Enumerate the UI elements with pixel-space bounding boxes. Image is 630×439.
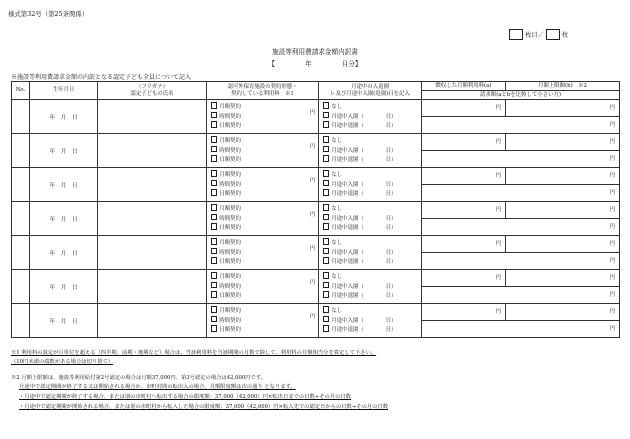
limit-yen-unit: 円 <box>609 173 615 179</box>
contract-yen-unit: 円 <box>309 110 315 116</box>
header-name-kana: （フリガナ） <box>135 83 169 90</box>
contract-option[interactable] <box>211 316 318 325</box>
contract-yen-unit: 円 <box>309 246 315 252</box>
header-entry-line1: 月途中の入退園 <box>351 83 389 90</box>
contract-yen-unit: 円 <box>309 144 315 150</box>
entry-option[interactable] <box>323 146 421 155</box>
contract-option-label: 日額契約 <box>219 123 241 130</box>
entry-option[interactable] <box>323 291 421 300</box>
row-number-cell[interactable] <box>12 202 30 236</box>
entry-option[interactable] <box>323 112 421 121</box>
contract-option[interactable] <box>211 238 318 247</box>
header-contract <box>207 82 319 100</box>
contract-yen-unit: 円 <box>309 212 315 218</box>
birth-date-cell[interactable] <box>30 100 98 134</box>
monthly-fee-cell[interactable] <box>422 134 506 151</box>
child-name-cell[interactable] <box>98 168 207 202</box>
entry-option[interactable] <box>323 102 421 111</box>
header-claim: 請求額(aとbを比較して小さい方) <box>422 91 620 100</box>
contract-option[interactable] <box>211 112 318 121</box>
checkbox[interactable] <box>211 272 217 278</box>
day-suffix: 日） <box>385 327 397 334</box>
entry-option-label: なし <box>331 206 343 213</box>
entry-exit-cell <box>319 304 422 338</box>
header-fee: 徴収した月額利用料(a) <box>422 82 506 91</box>
fee-yen-unit: 円 <box>495 139 501 145</box>
row-number-cell[interactable] <box>12 304 30 338</box>
row-number-cell[interactable] <box>12 100 30 134</box>
footnote-2: ※2 月額上限額は、施設等利用給付第2号認定の場合は月額37,000円、第3号認定の場合は42,000円です。 <box>11 375 267 381</box>
monthly-fee-cell[interactable] <box>422 202 506 219</box>
row-number-cell[interactable] <box>12 168 30 202</box>
child-name-cell[interactable] <box>98 236 207 270</box>
table-row <box>12 236 620 253</box>
footnote-2b: 月途中で認定期間が終了する又は開始される場合か、市町村間の転出入の場合、月額限度額は次の通り となります。 <box>19 384 296 390</box>
fee-yen-unit: 円 <box>495 241 501 247</box>
checkbox[interactable] <box>323 248 329 254</box>
child-name-cell[interactable] <box>98 100 207 134</box>
checkbox[interactable] <box>211 223 217 229</box>
entry-option[interactable] <box>323 189 421 198</box>
row-number-cell[interactable] <box>12 270 30 304</box>
contract-option-label: 時間契約 <box>219 249 241 256</box>
header-limit: 月額上限額(b) ※2 <box>506 82 620 91</box>
contract-option-label: 月額契約 <box>219 104 241 111</box>
entry-option-label: 月途中退園（ <box>331 259 364 266</box>
entry-option-label: 月途中入園（ <box>331 215 364 222</box>
contract-option-label: 月額契約 <box>219 172 241 179</box>
checkbox[interactable] <box>323 189 329 195</box>
checkbox[interactable] <box>323 136 329 142</box>
fee-yen-unit: 円 <box>495 207 501 213</box>
row-number-cell[interactable] <box>12 134 30 168</box>
entry-option-label: 月途中退園（ <box>331 191 364 198</box>
contract-option[interactable] <box>211 223 318 232</box>
entry-exit-cell <box>319 100 422 134</box>
contract-option-label: 時間契約 <box>219 181 241 188</box>
entry-exit-cell <box>319 168 422 202</box>
entry-option[interactable] <box>323 272 421 281</box>
checkbox[interactable] <box>211 146 217 152</box>
footnote-1b: （10円未満の端数がある場合は切り捨て） <box>11 359 114 365</box>
checkbox[interactable] <box>323 146 329 152</box>
contract-option-label: 月額契約 <box>219 138 241 145</box>
birth-date-text: 年 月 日 <box>49 284 78 291</box>
checkbox[interactable] <box>211 306 217 312</box>
checkbox[interactable] <box>323 170 329 176</box>
entry-exit-cell <box>319 202 422 236</box>
header-birth: 生年月日 <box>30 82 98 100</box>
day-suffix: 日） <box>385 249 397 256</box>
checkbox[interactable] <box>211 204 217 210</box>
checkbox[interactable] <box>211 238 217 244</box>
entry-option[interactable] <box>323 155 421 164</box>
contract-option[interactable] <box>211 170 318 179</box>
itemized-table <box>11 81 620 338</box>
checkbox[interactable] <box>323 272 329 278</box>
birth-date-cell[interactable] <box>30 270 98 304</box>
claim-yen-unit: 円 <box>609 258 615 264</box>
birth-date-text: 年 月 日 <box>49 182 78 189</box>
contract-option[interactable] <box>211 282 318 291</box>
day-suffix: 日） <box>385 293 397 300</box>
checkbox[interactable] <box>211 112 217 118</box>
contract-type-cell <box>207 202 319 236</box>
day-suffix: 日） <box>385 157 397 164</box>
billing-period <box>0 58 630 68</box>
child-name-cell[interactable] <box>98 304 207 338</box>
checkbox[interactable] <box>323 223 329 229</box>
child-name-cell[interactable] <box>98 202 207 236</box>
claim-amount-cell[interactable] <box>422 117 620 134</box>
table-row <box>12 134 620 151</box>
checkbox[interactable] <box>211 257 217 263</box>
contract-option[interactable] <box>211 155 318 164</box>
period-open: 【 <box>268 60 275 68</box>
checkbox[interactable] <box>211 291 217 297</box>
claim-yen-unit: 円 <box>609 122 615 128</box>
entry-option-label: 月途中入園（ <box>331 181 364 188</box>
checkbox[interactable] <box>211 121 217 127</box>
checkbox[interactable] <box>323 257 329 263</box>
entry-option[interactable] <box>323 170 421 179</box>
monthly-limit-cell[interactable] <box>506 168 620 185</box>
table-row <box>12 270 620 287</box>
monthly-limit-cell[interactable] <box>506 270 620 287</box>
entry-option-label: 月途中入園（ <box>331 147 364 154</box>
entry-option[interactable] <box>323 282 421 291</box>
checkbox[interactable] <box>323 282 329 288</box>
table-row <box>12 202 620 219</box>
header-contract-line2: 契約している利用料 ※1 <box>231 90 294 97</box>
table-row <box>12 168 620 185</box>
claim-amount-cell[interactable] <box>422 185 620 202</box>
document-title: 施設等利用費請求金額内訳書 <box>272 48 358 56</box>
entry-exit-cell <box>319 236 422 270</box>
day-suffix: 日） <box>385 225 397 232</box>
page-number-box[interactable] <box>509 29 523 40</box>
day-suffix: 日） <box>385 259 397 266</box>
contract-option[interactable] <box>211 214 318 223</box>
monthly-limit-cell[interactable] <box>506 100 620 117</box>
checkbox[interactable] <box>323 121 329 127</box>
entry-option-label: なし <box>331 240 343 247</box>
contract-option-label: 時間契約 <box>219 147 241 154</box>
checkbox[interactable] <box>323 112 329 118</box>
checkbox[interactable] <box>211 189 217 195</box>
entry-option-label: なし <box>331 308 343 315</box>
birth-date-text: 年 月 日 <box>49 250 78 257</box>
period-year: 年 <box>305 60 312 68</box>
checkbox[interactable] <box>211 325 217 331</box>
contract-type-cell <box>207 168 319 202</box>
birth-date-cell[interactable] <box>30 202 98 236</box>
page-sheet-label: 枚目／ <box>525 32 544 39</box>
contract-option[interactable] <box>211 121 318 130</box>
entry-option-label: なし <box>331 274 343 281</box>
birth-date-text: 年 月 日 <box>49 114 78 121</box>
day-suffix: 日） <box>385 283 397 290</box>
contract-option[interactable] <box>211 325 318 334</box>
entry-option[interactable] <box>323 223 421 232</box>
contract-option-label: 月額契約 <box>219 240 241 247</box>
limit-yen-unit: 円 <box>609 275 615 281</box>
birth-date-cell[interactable] <box>30 304 98 338</box>
contract-type-cell <box>207 270 319 304</box>
entry-option-label: 月途中退園（ <box>331 225 364 232</box>
monthly-fee-cell[interactable] <box>422 168 506 185</box>
monthly-fee-cell[interactable] <box>422 236 506 253</box>
checkbox[interactable] <box>323 214 329 220</box>
entry-option[interactable] <box>323 214 421 223</box>
claim-amount-cell[interactable] <box>422 321 620 338</box>
instruction-note: ※施設等利用費請求金額の内訳となる認定子ども全員について記入 <box>11 74 191 81</box>
claim-yen-unit: 円 <box>609 326 615 332</box>
contract-option[interactable] <box>211 146 318 155</box>
entry-option-label: 月途中退園（ <box>331 123 364 130</box>
contract-option[interactable] <box>211 257 318 266</box>
claim-amount-cell[interactable] <box>422 151 620 168</box>
entry-option[interactable] <box>323 325 421 334</box>
claim-yen-unit: 円 <box>609 190 615 196</box>
footnote-2c: ・月途中で認定期間が終了する場合、または別の市町村へ転出する場合の限度額：37,000（42,000）円×転出日までの日数÷その月の日数 <box>19 394 351 400</box>
entry-option-label: 月途中入園（ <box>331 283 364 290</box>
checkbox[interactable] <box>323 204 329 210</box>
contract-option-label: 日額契約 <box>219 157 241 164</box>
entry-option-label: 月途中入園（ <box>331 249 364 256</box>
checkbox[interactable] <box>323 155 329 161</box>
entry-option-label: なし <box>331 172 343 179</box>
day-suffix: 日） <box>385 147 397 154</box>
limit-yen-unit: 円 <box>609 309 615 315</box>
entry-option[interactable] <box>323 248 421 257</box>
limit-yen-unit: 円 <box>609 105 615 111</box>
row-number-cell[interactable] <box>12 236 30 270</box>
claim-amount-cell[interactable] <box>422 219 620 236</box>
checkbox[interactable] <box>211 316 217 322</box>
contract-option[interactable] <box>211 306 318 315</box>
contract-option[interactable] <box>211 204 318 213</box>
entry-option[interactable] <box>323 121 421 130</box>
entry-option-label: 月途中退園（ <box>331 293 364 300</box>
entry-option[interactable] <box>323 180 421 189</box>
claim-amount-cell[interactable] <box>422 287 620 304</box>
birth-date-cell[interactable] <box>30 134 98 168</box>
contract-option[interactable] <box>211 180 318 189</box>
entry-option-label: なし <box>331 104 343 111</box>
header-entry-line2: レ及び月途中入園(退園)日を記入 <box>330 90 410 97</box>
fee-yen-unit: 円 <box>495 275 501 281</box>
page-total-label: 枚 <box>561 32 568 39</box>
day-suffix: 日） <box>385 123 397 130</box>
entry-option[interactable] <box>323 136 421 145</box>
contract-yen-unit: 円 <box>309 314 315 320</box>
entry-exit-cell <box>319 270 422 304</box>
checkbox[interactable] <box>323 316 329 322</box>
checkbox[interactable] <box>211 214 217 220</box>
limit-yen-unit: 円 <box>609 207 615 213</box>
monthly-limit-cell[interactable] <box>506 236 620 253</box>
footnote-1: ※1 利用料の設定が月単位を超える（四半期、前期・後期など）場合は、当該利用料を当該期間の月数で除して、利用料の月額相当分を算定して下さい。 <box>11 350 377 356</box>
monthly-fee-cell[interactable] <box>422 100 506 117</box>
fee-yen-unit: 円 <box>495 309 501 315</box>
contract-option-label: 時間契約 <box>219 113 241 120</box>
monthly-limit-cell[interactable] <box>506 304 620 321</box>
table-row <box>12 100 620 117</box>
limit-yen-unit: 円 <box>609 241 615 247</box>
entry-exit-cell <box>319 134 422 168</box>
contract-type-cell <box>207 134 319 168</box>
day-suffix: 日） <box>385 317 397 324</box>
entry-option-label: 月途中退園（ <box>331 157 364 164</box>
birth-date-text: 年 月 日 <box>49 216 78 223</box>
checkbox[interactable] <box>211 136 217 142</box>
contract-yen-unit: 円 <box>309 178 315 184</box>
day-suffix: 日） <box>385 181 397 188</box>
checkbox[interactable] <box>323 102 329 108</box>
header-name <box>98 82 207 100</box>
claim-amount-cell[interactable] <box>422 253 620 270</box>
birth-date-cell[interactable] <box>30 236 98 270</box>
page-total-box[interactable] <box>546 29 560 40</box>
checkbox[interactable] <box>211 180 217 186</box>
header-name-label: 認定子どもの氏名 <box>130 90 174 97</box>
claim-yen-unit: 円 <box>609 292 615 298</box>
checkbox[interactable] <box>323 325 329 331</box>
contract-option-label: 日額契約 <box>219 259 241 266</box>
child-name-cell[interactable] <box>98 134 207 168</box>
contract-option-label: 日額契約 <box>219 225 241 232</box>
checkbox[interactable] <box>211 248 217 254</box>
entry-option[interactable] <box>323 238 421 247</box>
entry-option[interactable] <box>323 316 421 325</box>
contract-option[interactable] <box>211 189 318 198</box>
header-no: No. <box>12 82 30 100</box>
monthly-limit-cell[interactable] <box>506 202 620 219</box>
birth-date-cell[interactable] <box>30 168 98 202</box>
checkbox[interactable] <box>323 306 329 312</box>
contract-option-label: 時間契約 <box>219 317 241 324</box>
entry-option-label: 月途中入園（ <box>331 317 364 324</box>
contract-option[interactable] <box>211 291 318 300</box>
contract-option-label: 日額契約 <box>219 293 241 300</box>
footnote-2d: ・月途中で認定期間が開始される場合、または別の市町村から転入した場合の限度額：37,000（42,000）円×転入先での認定日からの日数÷その月の日数 <box>19 404 389 410</box>
contract-type-cell <box>207 236 319 270</box>
contract-option-label: 月額契約 <box>219 308 241 315</box>
entry-option-label: 月途中退園（ <box>331 327 364 334</box>
limit-yen-unit: 円 <box>609 139 615 145</box>
page-counter <box>508 29 568 40</box>
contract-type-cell <box>207 100 319 134</box>
header-contract-line1: 認可外保育施設の契約形態・ <box>227 83 298 90</box>
checkbox[interactable] <box>211 155 217 161</box>
entry-option[interactable] <box>323 204 421 213</box>
contract-option[interactable] <box>211 272 318 281</box>
checkbox[interactable] <box>211 282 217 288</box>
contract-yen-unit: 円 <box>309 280 315 286</box>
contract-type-cell <box>207 304 319 338</box>
birth-date-text: 年 月 日 <box>49 318 78 325</box>
monthly-fee-cell[interactable] <box>422 270 506 287</box>
entry-option-label: なし <box>331 138 343 145</box>
child-name-cell[interactable] <box>98 270 207 304</box>
checkbox[interactable] <box>323 238 329 244</box>
contract-option[interactable] <box>211 136 318 145</box>
day-suffix: 日） <box>385 113 397 120</box>
checkbox[interactable] <box>211 170 217 176</box>
contract-option-label: 月額契約 <box>219 274 241 281</box>
entry-option[interactable] <box>323 257 421 266</box>
header-entry <box>319 82 422 100</box>
contract-option[interactable] <box>211 248 318 257</box>
checkbox[interactable] <box>323 291 329 297</box>
entry-option-label: 月途中入園（ <box>331 113 364 120</box>
entry-option[interactable] <box>323 306 421 315</box>
birth-date-text: 年 月 日 <box>49 148 78 155</box>
contract-option-label: 月額契約 <box>219 206 241 213</box>
claim-yen-unit: 円 <box>609 224 615 230</box>
checkbox[interactable] <box>211 102 217 108</box>
contract-option-label: 時間契約 <box>219 283 241 290</box>
contract-option-label: 日額契約 <box>219 327 241 334</box>
day-suffix: 日） <box>385 191 397 198</box>
form-number: 様式第32号（第25条関係） <box>8 10 89 18</box>
day-suffix: 日） <box>385 215 397 222</box>
contract-option-label: 日額契約 <box>219 191 241 198</box>
checkbox[interactable] <box>323 180 329 186</box>
fee-yen-unit: 円 <box>495 173 501 179</box>
monthly-limit-cell[interactable] <box>506 134 620 151</box>
monthly-fee-cell[interactable] <box>422 304 506 321</box>
contract-option-label: 時間契約 <box>219 215 241 222</box>
table-row <box>12 304 620 321</box>
claim-yen-unit: 円 <box>609 156 615 162</box>
contract-option[interactable] <box>211 102 318 111</box>
fee-yen-unit: 円 <box>495 105 501 111</box>
period-month: 月分】 <box>341 60 362 68</box>
